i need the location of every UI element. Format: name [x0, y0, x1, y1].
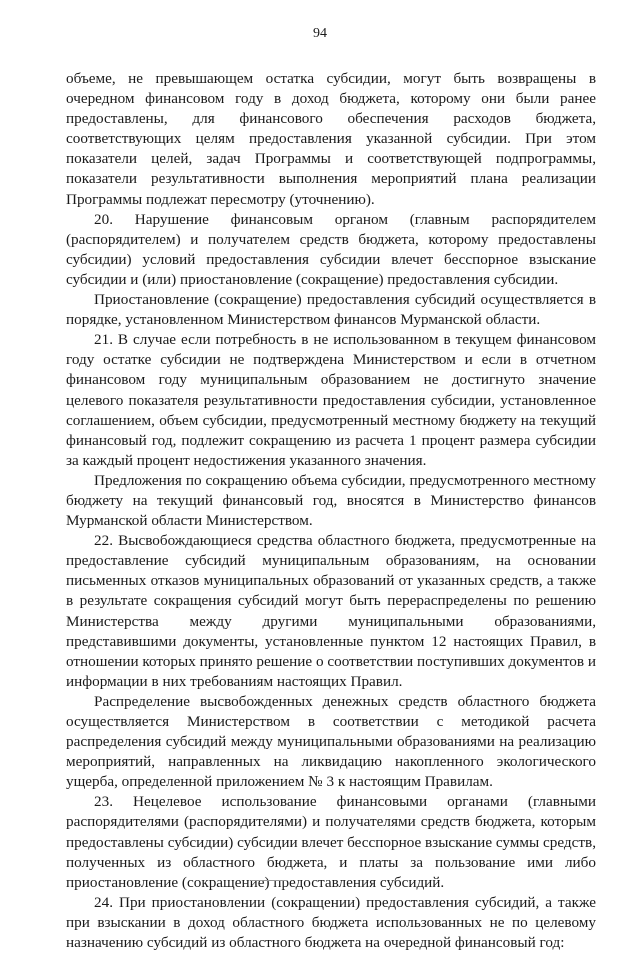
paragraph-item-20: 20. Нарушение финансовым органом (главным распорядителем (распорядителем) и получателем средств бюджета, которому предоставлены субсидии) условий предоставления субсидии влечет бесспорное взыскание субсидии и (или) приостановление (сокращение) предоставления субсидии. — [66, 210, 596, 288]
paragraph-item-24: 24. При приостановлении (сокращении) предоставления субсидий, а также при взыскании в доход областного бюджета использованных не по целевому назначению субсидий из областного бюджета на очередной финансовый год: — [66, 893, 596, 952]
paragraph-suspension-order: Приостановление (сокращение) предоставления субсидий осуществляется в порядке, установленном Министерством финансов Мурманской области. — [66, 291, 596, 329]
document-body — [66, 69, 596, 953]
paragraph-item-22: 22. Высвобождающиеся средства областного бюджета, предусмотренные на предоставление субсидий муниципальным образованиям, на основании письменных отказов муниципальных образований от указанных средств, а также в результате сокращения субсидий могут быть перераспределены по решению Министерства между другими муниципальными образованиями, представившими документы, установленные пунктом 12 настоящих Правил, в отношении которых принято решение о соответствии поступивших документов и информации в них требованиям настоящих Правил. — [66, 532, 596, 690]
paragraph-continuation: объеме, не превышающем остатка субсидии, могут быть возвращены в очередном финансовом году в доход бюджета, которому они были ранее предоставлены, для финансового обеспечения расходов бюджета, соответствующих целям предоставления указанной субсидии. При этом показатели целей, задач Программы и соответствующей подпрограммы, показатели результативности выполнения мероприятий плана реализации Программы подлежат пересмотру (уточнению). — [66, 70, 596, 208]
paragraph-redistribution: Распределение высвобожденных денежных средств областного бюджета осуществляется Министерством в соответствии с методикой расчета распределения субсидий между муниципальными образованиями на реализацию мероприятий, направленных на ликвидацию накопленного экологического ущерба, определенной приложением № 3 к настоящим Правилам. — [66, 692, 596, 791]
paragraph-reduction-proposals: Предложения по сокращению объема субсидии, предусмотренного местному бюджету на текущий финансовый год, вносятся в Министерство финансов Мурманской области Министерством. — [66, 471, 596, 530]
page-number: 94 — [313, 26, 327, 41]
paragraph-item-23: 23. Нецелевое использование финансовыми органами (главными распорядителями (распорядителями) и получателями средств бюджета, которым предоставлены субсидии) субсидии влечет бесспорное взыскание суммы средств, полученных из областного бюджета, и платы за пользование ими либо приостановление (сокращение) предоставления субсидий. — [66, 793, 596, 891]
footer-rule — [251, 880, 287, 881]
paragraph-item-21: 21. В случае если потребность в не использованном в текущем финансовом году остатке субсидии не подтверждена Министерством и если в отчетном финансовом году муниципальным образованием не достигнуто значение целевого показателя результативности предоставления субсидии, установленное соглашением, объем субсидии, предусмотренный местному бюджету на текущий финансовый год, подлежит сокращению из расчета 1 процент размера субсидии за каждый процент недостижения указанного значения. — [66, 331, 596, 469]
